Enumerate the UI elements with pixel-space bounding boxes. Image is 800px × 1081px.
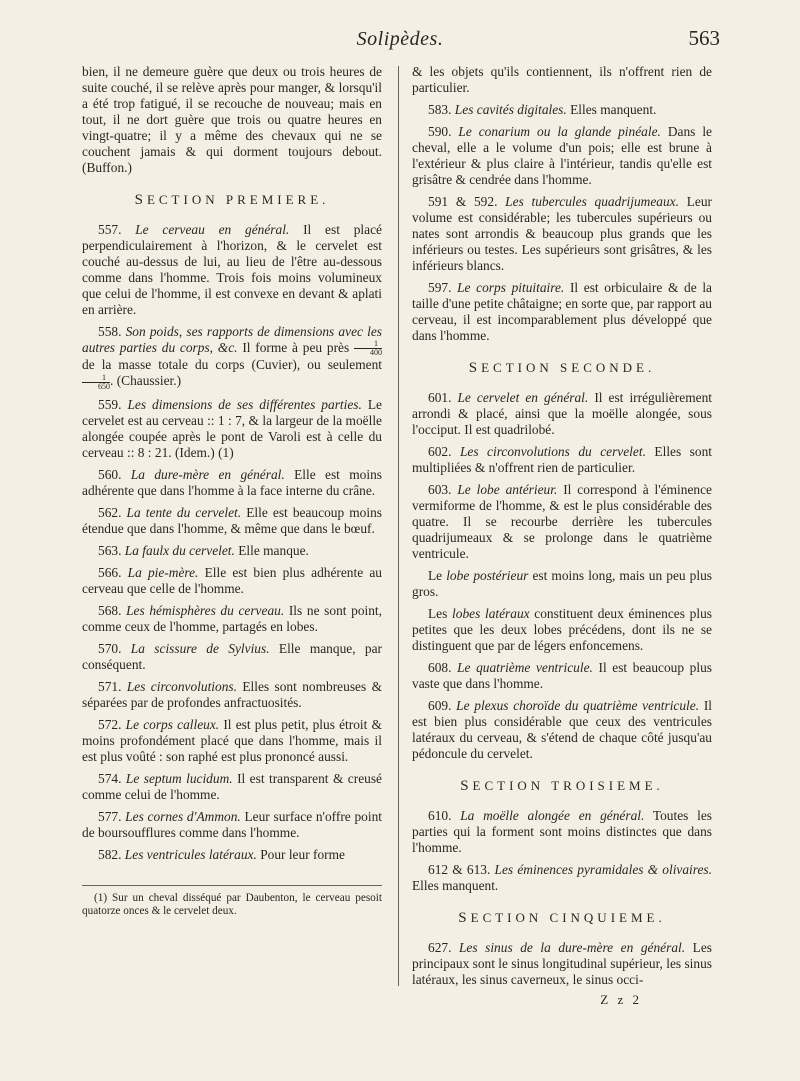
page-number: 563 — [688, 26, 720, 50]
fraction-1-400: $\frac{1}{400}$ — [354, 340, 382, 357]
paragraph-597: 597. Le corps pituitaire. Il est orbiculaire & de la taille d'une petite châtaigne; en sorte que, par rapport au cerveau, il est incomparablement plus développé que dans l'homme. — [412, 280, 712, 343]
paragraph-continued-right: & les objets qu'ils contiennent, ils n'offrent rien de particulier. — [412, 64, 712, 95]
paragraph-601: 601. Le cervelet en général. Il est irrégulièrement arrondi & placé, ainsi que la moëlle alongée, sous l'occiput. Il est quadrilobé. — [412, 390, 712, 437]
paragraph-560: 560. La dure-mère en général. Elle est moins adhérente que dans l'homme à la face interne du crâne. — [82, 466, 382, 498]
paragraph-627: 627. Les sinus de la dure-mère en général. Les principaux sont le sinus longitudinal supérieur, les sinus latéraux, les sinus caverneux, le sinus occi- — [412, 940, 712, 987]
section-heading-cinquieme: SECTION CINQUIEME. — [458, 910, 666, 926]
page-header — [80, 20, 720, 54]
left-column — [82, 64, 382, 918]
paragraph-591: 591 & 592. Les tubercules quadrijumeaux. Leur volume est considérable; les tubercules supérieurs ou nates sont arrondis & beaucoup plus grands que les inférieurs ou testes. Les supérieurs sont grisâtres, & les inférieurs blancs. — [412, 194, 712, 273]
right-column — [412, 64, 712, 1008]
footnote-rule — [82, 885, 382, 886]
paragraph-582: 582. Les ventricules latéraux. Pour leur forme — [98, 846, 345, 862]
paragraph-566: 566. La pie-mère. Elle est bien plus adhérente au cerveau que celle de l'homme. — [82, 564, 382, 596]
paragraph-583: 583. Les cavités digitales. Elles manquent. — [428, 102, 657, 117]
paragraph-lobes-lateraux: Les lobes latéraux constituent deux éminences plus petites que les deux lobes précédens, dont ils ne se distinguent que par de légers enfoncemens. — [412, 606, 712, 653]
paragraph-603: 603. Le lobe antérieur. Il correspond à l'éminence vermiforme de l'homme, & est le plus considérable des quatre. Il se recourbe derrière les tubercules quadrijumeaux & se prolonge dans le quatrième ventricule. — [412, 482, 712, 561]
paragraph-577: 577. Les cornes d'Ammon. Leur surface n'offre point de boursoufflures comme dans l'homme. — [82, 808, 382, 840]
column-divider — [398, 66, 399, 986]
paragraph-590: 590. Le conarium ou la glande pinéale. Dans le cheval, elle a le volume d'un pois; elle est brune à l'extérieur & plus claire à l'intérieur, tandis qu'elle est grisâtre & cendrée dans l'homme. — [412, 124, 712, 187]
paragraph-568: 568. Les hémisphères du cerveau. Ils ne sont point, comme ceux de l'homme, partagés en lobes. — [82, 602, 382, 634]
section-heading-troisieme: SECTION TROISIEME. — [460, 778, 664, 794]
fraction-1-650: $\frac{1}{650}$ — [82, 374, 110, 391]
paragraph-574: 574. Le septum lucidum. Il est transparent & creusé comme celui de l'homme. — [82, 770, 382, 802]
signature-mark: Z z 2 — [600, 992, 642, 1007]
paragraph-572: 572. Le corps calleux. Il est plus petit, plus étroit & moins profondément placé que dans l'homme, mais il est plus voûté : son raphé est plus prononcé aussi. — [82, 716, 382, 764]
paragraph-563: 563. La faulx du cervelet. Elle manque. — [98, 542, 309, 558]
paragraph-610: 610. La moëlle alongée en général. Toutes les parties qui la forment sont moins distinctes que dans l'homme. — [412, 808, 712, 855]
paragraph-558: 558. Son poids, ses rapports de dimensions avec les autres parties du corps, &c. Il forme à peu près $\frac{1}{400}$ de la masse totale du corps (Cuvier), ou seulement $\frac{1}{650}$ . (Chaussier.) — [82, 324, 382, 391]
paragraph-lobe-posterieur: Le lobe postérieur est moins long, mais un peu plus gros. — [412, 568, 712, 599]
paragraph-570: 570. La scissure de Sylvius. Elle manque, par conséquent. — [82, 640, 382, 672]
paragraph-562: 562. La tente du cervelet. Elle est beaucoup moins étendue que dans l'homme, & même que dans le bœuf. — [82, 504, 382, 536]
section-heading-seconde: SECTION SECONDE. — [468, 360, 656, 376]
footnote: (1) Sur un cheval disséqué par Daubenton, le cerveau pesoit quatorze onces & le cervelet deux. — [82, 891, 382, 917]
paragraph-602: 602. Les circonvolutions du cervelet. Elles sont multipliées & n'offrent rien de particulier. — [412, 444, 713, 475]
paragraph-continued: bien, il ne demeure guère que deux ou trois heures de suite couché, il se relève après pour manger, & lorsqu'il a été trop fatigué, il se recouche de nouveau; mais en tout, il ne dort guère que trois ou quatre heures en vingt-quatre; il y a même des chevaux qui ne se couchent jamais & qui dorment toujours debout. (Buffon.) — [82, 64, 382, 175]
running-title: Solipèdes. — [356, 28, 444, 50]
paragraph-612: 612 & 613. Les éminences pyramidales & olivaires. Elles manquent. — [412, 862, 712, 893]
paragraph-609: 609. Le plexus choroïde du quatrième ventricule. Il est bien plus considérable que ceux des ventricules latéraux du cerveau, & s'étend de chaque côté jusqu'au pédoncule du cervelet. — [412, 698, 712, 761]
paragraph-608: 608. Le quatrième ventricule. Il est beaucoup plus vaste que dans l'homme. — [412, 660, 713, 691]
paragraph-559: 559. Les dimensions de ses différentes parties. Le cervelet est au cerveau :: 1 : 7, & la largeur de la moëlle alongée coupée après le pont de Varoli est à celle du cerveau :: 8 : 21. (Idem.) (1) — [82, 396, 382, 460]
section-heading-premiere: SECTION PREMIERE. — [134, 192, 330, 208]
paragraph-571: 571. Les circonvolutions. Elles sont nombreuses & séparées par de profondes anfractuosités. — [82, 678, 382, 710]
paragraph-557: 557. Le cerveau en général. Il est placé perpendiculairement à l'horizon, & le cervelet est couché au-dessus de lui, au lieu de l'être au-dessous comme dans l'homme. Trois fois moins volumineux que celui de l'homme, il est convexe en devant & aplati en arrière. — [82, 222, 382, 317]
